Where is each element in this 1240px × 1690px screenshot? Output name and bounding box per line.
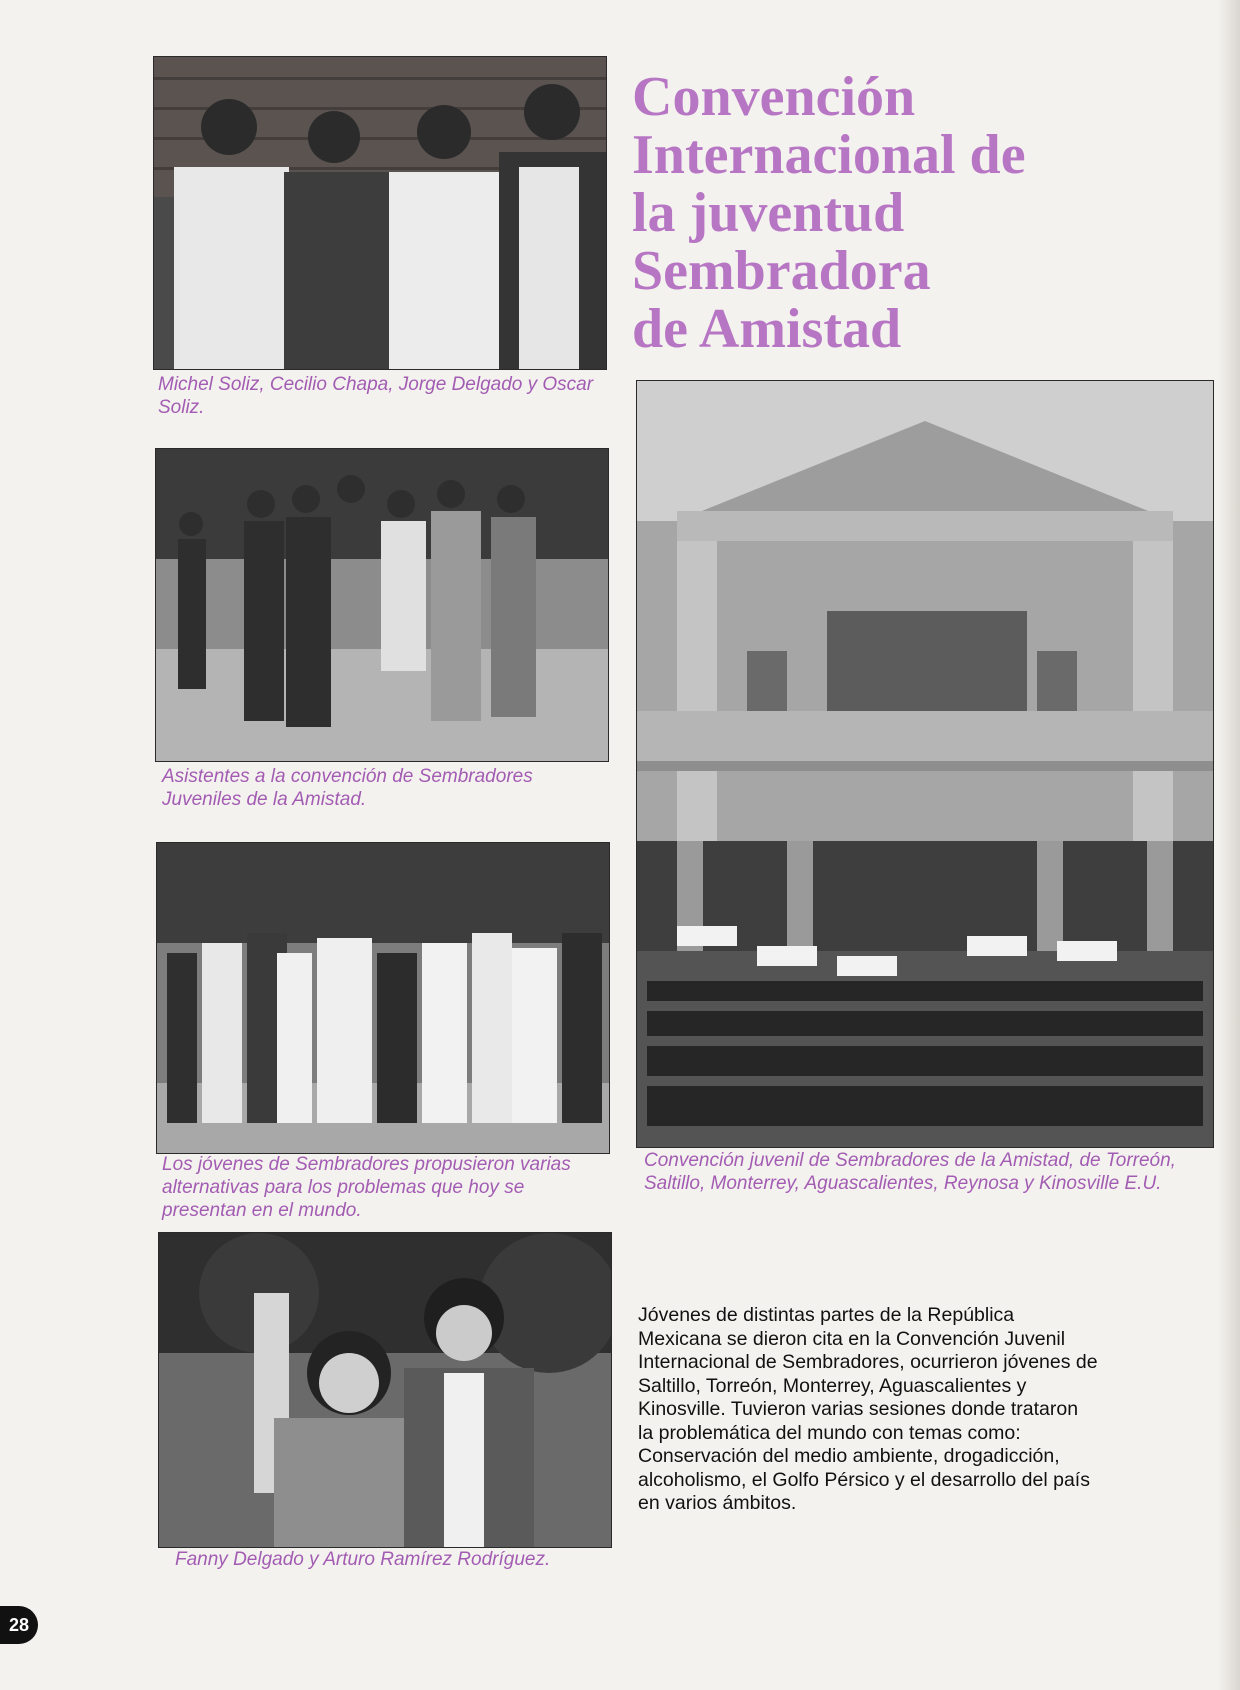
title-line: la juventud — [632, 182, 905, 244]
title-line: Sembradora — [632, 240, 931, 302]
photo-attendees — [155, 448, 609, 762]
title-line: de Amistad — [632, 298, 902, 360]
page-edge-shadow — [1218, 0, 1240, 1690]
article-body: Jóvenes de distintas partes de la República Mexicana se dieron cita en la Convención Juvenil Internacional de Sembradores, ocurrieron jóvenes de Saltillo, Torreón, Monterrey, Aguascalientes y Kinosville. Tuvieron varias sesiones donde trataron la problemática del mundo con temas como: Conservación del medio ambiente, drogadicción, alcoholismo, el Golfo Pérsico y el desarrollo del país en varios ámbitos. — [638, 1304, 1098, 1514]
photo-caption: Michel Soliz, Cecilio Chapa, Jorge Delgado y Oscar Soliz. — [158, 374, 594, 418]
photo-caption: Los jóvenes de Sembradores propusieron varias alternativas para los problemas que hoy se presentan en el mundo. — [162, 1154, 571, 1221]
page-number: 28 — [0, 1606, 38, 1644]
photo-building-convention — [636, 380, 1214, 1148]
photo-caption: Fanny Delgado y Arturo Ramírez Rodríguez. — [175, 1549, 551, 1570]
photo-caption: Convención juvenil de Sembradores de la Amistad, de Torreón, Saltillo, Monterrey, Aguascalientes, Reynosa y Kinosville E.U. — [644, 1150, 1176, 1194]
photo-caption: Asistentes a la convención de Sembradores Juveniles de la Amistad. — [162, 766, 533, 810]
photo-youth-group — [156, 842, 610, 1154]
photo-couple — [158, 1232, 612, 1548]
title-line: Internacional de — [632, 124, 1026, 186]
title-line: Convención — [632, 66, 916, 128]
article-title — [632, 68, 1112, 358]
photo-four-young-men — [153, 56, 607, 370]
